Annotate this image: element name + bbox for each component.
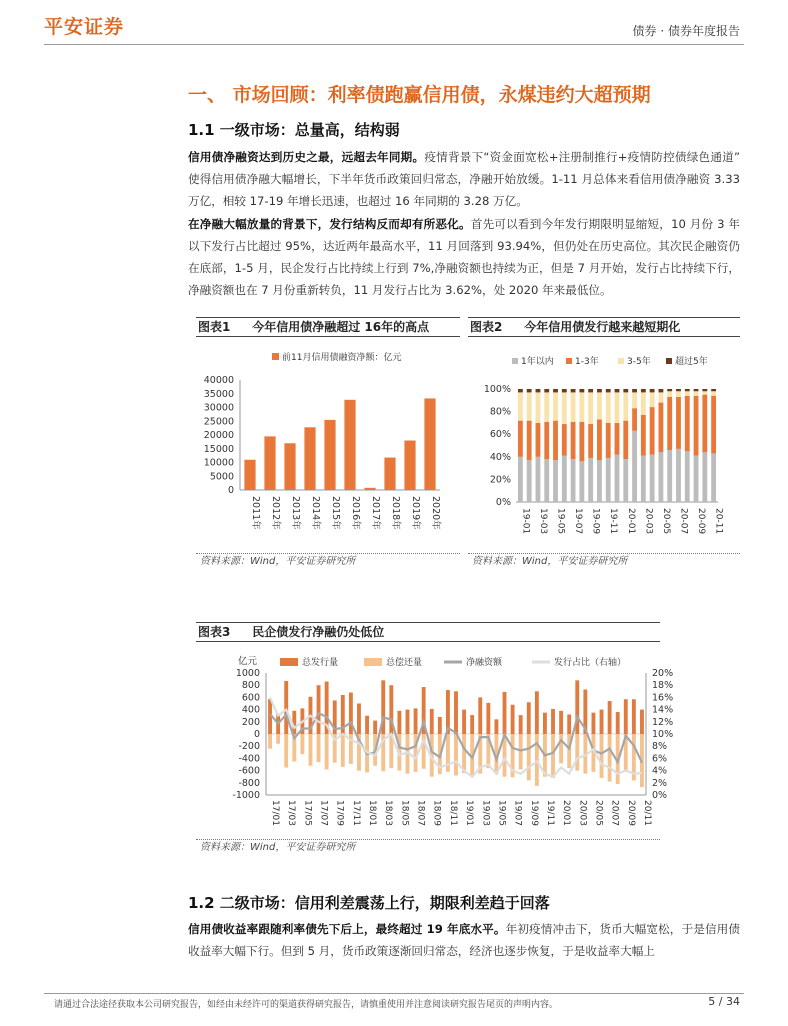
- x-tick-label: 19/09: [528, 800, 539, 826]
- stacked-bar-segment: [650, 455, 655, 502]
- bar: [397, 711, 401, 734]
- stacked-bar-segment: [527, 421, 532, 461]
- stacked-bar-segment: [536, 392, 541, 423]
- bar: [325, 734, 329, 769]
- bar: [384, 458, 395, 490]
- y-tick-label-right: 6%: [652, 753, 668, 765]
- x-tick-label: 19/01: [464, 800, 475, 826]
- bar: [284, 681, 288, 734]
- stacked-bar-segment: [702, 389, 707, 391]
- legend-swatch: [512, 358, 518, 364]
- bar: [511, 705, 515, 734]
- legend-label: 3-5年: [627, 357, 651, 367]
- stacked-bar-segment: [632, 408, 637, 431]
- stacked-bar-segment: [571, 459, 576, 502]
- y-tick-label-right: 8%: [652, 741, 668, 753]
- stacked-bar-segment: [544, 392, 549, 421]
- stacked-bar-segment: [606, 389, 611, 392]
- x-tick-label: 17/09: [334, 800, 345, 826]
- paragraph-3: [188, 918, 740, 962]
- stacked-bar-segment: [579, 461, 584, 502]
- legend-swatch: [666, 358, 672, 364]
- legend-label: 1年以内: [521, 357, 554, 367]
- bar: [600, 710, 604, 734]
- y-tick-label-left: -200: [238, 741, 260, 753]
- y-tick-label-left: 600: [241, 692, 260, 704]
- x-tick-label: 18/05: [399, 800, 410, 826]
- stacked-bar-segment: [588, 392, 593, 424]
- x-tick-label: 17/01: [270, 800, 281, 826]
- figure-2-chart: [468, 342, 740, 550]
- bar: [551, 709, 555, 734]
- stacked-bar-segment: [562, 392, 567, 424]
- bar: [454, 691, 458, 734]
- legend-swatch: [364, 658, 382, 666]
- y-tick-label-right: 16%: [652, 692, 674, 704]
- stacked-bar-segment: [527, 460, 532, 502]
- bar: [519, 734, 523, 769]
- paragraph-1-lead: 信用债净融资达到历史之最，远超去年同期。: [188, 150, 425, 164]
- x-tick-label: 2011年: [250, 496, 261, 530]
- y-tick-label: 20000: [203, 430, 234, 441]
- bar: [567, 714, 571, 734]
- bar: [454, 734, 458, 775]
- stacked-bar-segment: [667, 450, 672, 502]
- x-tick-label: 20-01: [625, 508, 636, 535]
- bar: [543, 713, 547, 734]
- figure-1-source: 资料来源：Wind，平安证券研究所: [196, 553, 460, 569]
- stacked-bar-segment: [597, 392, 602, 419]
- x-tick-label: 19/07: [512, 800, 523, 826]
- y-tick-label-left: 200: [241, 716, 260, 728]
- y-tick-label-right: 20%: [652, 668, 674, 679]
- x-tick-label: 20/09: [625, 800, 636, 826]
- legend-label: 净融资额: [466, 658, 503, 668]
- stacked-bar-segment: [623, 389, 628, 392]
- y-tick-label-left: 1000: [235, 668, 260, 679]
- stacked-bar-segment: [588, 424, 593, 458]
- stacked-bar-segment: [571, 392, 576, 421]
- x-tick-label: 19-03: [537, 508, 548, 535]
- stacked-bar-segment: [685, 391, 690, 396]
- stacked-bar-segment: [641, 415, 646, 456]
- y-tick-label-left: -600: [238, 765, 260, 777]
- stacked-bar-segment: [650, 389, 655, 392]
- bar: [535, 734, 539, 786]
- stacked-bar-segment: [711, 391, 716, 396]
- stacked-bar-segment: [518, 389, 523, 392]
- stacked-bar-segment: [623, 392, 628, 420]
- figure-3-header: [196, 622, 660, 642]
- bar: [470, 715, 474, 734]
- stacked-bar-segment: [579, 392, 584, 421]
- x-tick-label: 20/03: [577, 800, 588, 826]
- stacked-bar-segment: [544, 422, 549, 459]
- stacked-bar-segment: [571, 422, 576, 459]
- y-tick-label-left: 0: [253, 729, 260, 740]
- stacked-bar-segment: [658, 403, 663, 453]
- bar: [324, 420, 335, 490]
- y-tick-label-right: 18%: [652, 680, 674, 692]
- stacked-bar-segment: [685, 389, 690, 391]
- stacked-bar-segment: [641, 392, 646, 415]
- bar: [317, 685, 321, 734]
- x-tick-label: 17/07: [318, 800, 329, 826]
- stacked-bar-segment: [615, 423, 620, 455]
- stacked-bar-segment: [544, 389, 549, 392]
- paragraph-2: [188, 213, 740, 301]
- paragraph-2-body: 首先可以看到今年发行期限明显缩短，10 月份 3 年以下发行占比超过 95%，达近两年最高水平，11 月回落到 93.94%，但仍处在历史高位。其次民企融资仍在底部，1-5 月，民企发行占比持续上行到 7%,净融资额也持续为正，但是 7 月开始，发行占比持续下行，净融资额也在 7 月份重新转负，11 月发行占比为 3.62%，处 2020 年来最低位。: [188, 217, 740, 297]
- stacked-bar-segment: [536, 389, 541, 392]
- x-tick-label: 20/01: [561, 800, 572, 826]
- y-tick-label: 30000: [203, 402, 234, 414]
- x-tick-label: 19/05: [496, 800, 507, 826]
- bar: [632, 699, 636, 734]
- bar: [640, 710, 644, 734]
- stacked-bar-segment: [667, 397, 672, 450]
- y-tick-label-right: 0%: [652, 790, 668, 801]
- bar: [357, 704, 361, 735]
- paragraph-1: [188, 146, 740, 212]
- y-tick-label: 5000: [209, 471, 234, 483]
- bar: [309, 734, 313, 766]
- bar: [341, 734, 345, 767]
- x-tick-label: 19-01: [520, 508, 531, 535]
- stacked-bar-segment: [694, 389, 699, 391]
- bar: [300, 734, 304, 754]
- y-tick-label: 60%: [489, 429, 511, 441]
- figure-2-source: 资料来源：Wind，平安证券研究所: [468, 553, 740, 569]
- paragraph-1-body: 疫情背景下“资金面宽松+注册制推行+疫情防控债绿色通道” 使得信用债净融大幅增长，下半年货币政策回归常态，净融开始放缓。1-11 月总体来看信用债净融资 3.33 万亿，相较 17-19 年增长迅速，也超过 16 年同期的 3.28 万亿。: [188, 150, 740, 208]
- stacked-bar-segment: [562, 456, 567, 502]
- x-tick-label: 19-05: [555, 508, 566, 535]
- x-tick-label: 18/09: [431, 800, 442, 826]
- stacked-bar-segment: [606, 458, 611, 502]
- bar: [304, 427, 315, 490]
- stacked-bar-segment: [588, 458, 593, 502]
- x-tick-label: 2016年: [350, 496, 361, 530]
- stacked-bar-segment: [702, 395, 707, 453]
- bar: [430, 709, 434, 734]
- bar: [608, 734, 612, 782]
- bar: [373, 721, 377, 734]
- stacked-bar-segment: [536, 457, 541, 502]
- stacked-bar-segment: [667, 391, 672, 397]
- bar: [344, 400, 355, 490]
- figure-2-title: 今年信用债发行越来越短期化: [524, 320, 681, 334]
- y-tick-label: 40%: [489, 451, 511, 463]
- stacked-bar-segment: [711, 389, 716, 391]
- x-tick-label: 2014年: [310, 496, 321, 530]
- stacked-bar-segment: [650, 407, 655, 454]
- stacked-bar-segment: [623, 459, 628, 502]
- x-tick-label: 19-09: [590, 508, 601, 535]
- bar: [575, 734, 579, 771]
- bar: [462, 734, 466, 773]
- y-tick-label: 100%: [483, 384, 511, 395]
- subsection-title-2: 1.2 二级市场：信用利差震荡上行，期限利差趋于回落: [188, 894, 550, 912]
- stacked-bar-segment: [597, 389, 602, 392]
- stacked-bar-segment: [562, 424, 567, 456]
- y-tick-label: 40000: [203, 375, 234, 386]
- bar: [494, 719, 498, 734]
- footer-divider: [44, 993, 744, 994]
- x-tick-label: 18/01: [367, 800, 378, 826]
- stacked-bar-segment: [711, 453, 716, 502]
- y-tick-label-right: 10%: [652, 729, 674, 740]
- stacked-bar-segment: [536, 423, 541, 457]
- bar: [276, 734, 280, 744]
- bar: [551, 734, 555, 778]
- figure-1-title: 今年信用债净融超过 16年的高点: [252, 320, 430, 334]
- x-tick-label: 20/07: [609, 800, 620, 826]
- y-tick-label: 0: [227, 485, 234, 496]
- bar: [624, 699, 628, 734]
- stacked-bar-segment: [615, 392, 620, 423]
- bar: [438, 717, 442, 734]
- figure-1-number: 图表1: [198, 320, 231, 334]
- bar: [559, 711, 563, 734]
- stacked-bar-segment: [623, 421, 628, 459]
- stacked-bar-segment: [553, 460, 558, 502]
- legend-label: 发行占比（右轴）: [554, 658, 627, 668]
- y-tick-label: 10000: [203, 457, 234, 469]
- paragraph-2-lead: 在净融大幅放量的背景下，发行结构反而却有所恶化。: [188, 217, 471, 231]
- stacked-bar-segment: [658, 452, 663, 502]
- x-tick-label: 17/11: [350, 800, 361, 826]
- y-tick-label: 35000: [203, 388, 234, 400]
- stacked-bar-segment: [518, 457, 523, 502]
- y-tick-label-left: -800: [238, 777, 260, 789]
- bar: [527, 702, 531, 734]
- figure-1-header: [196, 317, 460, 337]
- bar: [519, 715, 523, 734]
- stacked-bar-segment: [676, 449, 681, 502]
- bar: [284, 734, 288, 768]
- legend-swatch: [280, 658, 298, 666]
- stacked-bar-segment: [650, 392, 655, 407]
- x-tick-label: 2018年: [390, 496, 401, 530]
- figure-1-chart: [196, 342, 460, 550]
- figure-2-header: [468, 317, 740, 337]
- bar: [527, 734, 531, 780]
- x-tick-label: 20/11: [641, 800, 652, 826]
- stacked-bar-segment: [694, 396, 699, 456]
- x-tick-label: 20-11: [713, 508, 724, 535]
- x-tick-label: 18/07: [415, 800, 426, 826]
- y-tick-label: 25000: [203, 416, 234, 428]
- bar: [424, 398, 435, 490]
- stacked-bar-segment: [676, 397, 681, 449]
- x-tick-label: 2015年: [330, 496, 341, 530]
- x-tick-label: 20/05: [593, 800, 604, 826]
- section-title: 一、 市场回顾：利率债跑赢信用债，永煤违约大超预期: [188, 84, 651, 106]
- y-tick-label-left: -1000: [232, 790, 260, 801]
- stacked-bar-segment: [544, 459, 549, 502]
- legend-label: 总发行量: [302, 658, 339, 668]
- legend-label: 总偿还量: [386, 658, 423, 668]
- stacked-bar-segment: [641, 389, 646, 392]
- stacked-bar-segment: [518, 421, 523, 457]
- y-tick-label-right: 2%: [652, 777, 668, 789]
- stacked-bar-segment: [527, 392, 532, 420]
- stacked-bar-segment: [685, 451, 690, 502]
- stacked-bar-segment: [658, 389, 663, 392]
- y-tick-label-right: 14%: [652, 704, 674, 716]
- stacked-bar-segment: [667, 389, 672, 391]
- y-tick-label-left: 400: [241, 704, 260, 716]
- paragraph-3-body: 年初疫情冲击下，货币大幅宽松，于是信用债收益率大幅下行。但到 5 月，货币政策逐渐回归常态，经济也逐步恢复，于是收益率大幅上: [188, 922, 740, 958]
- x-tick-label: 20-05: [660, 508, 671, 535]
- bar: [317, 734, 321, 762]
- report-type: 债券 · 债券年度报告: [632, 24, 740, 38]
- x-tick-label: 19-11: [608, 508, 619, 535]
- page-number: 5 / 34: [708, 995, 740, 1008]
- stacked-bar-segment: [676, 391, 681, 397]
- bar: [600, 734, 604, 778]
- stacked-bar-segment: [615, 389, 620, 392]
- y-tick-label: 80%: [489, 406, 511, 418]
- stacked-bar-segment: [553, 389, 558, 392]
- legend-label: 超过5年: [675, 357, 708, 367]
- stacked-bar-segment: [606, 392, 611, 423]
- stacked-bar-segment: [694, 456, 699, 502]
- stacked-bar-segment: [685, 396, 690, 451]
- stacked-bar-segment: [527, 389, 532, 392]
- stacked-bar-segment: [588, 389, 593, 392]
- y-tick-label: 0%: [495, 497, 511, 508]
- figure-3-chart: [196, 646, 674, 836]
- x-tick-label: 2017年: [370, 496, 381, 530]
- bar: [414, 708, 418, 734]
- bar: [364, 488, 375, 490]
- stacked-bar-segment: [615, 455, 620, 502]
- bar: [616, 712, 620, 734]
- bar: [608, 701, 612, 734]
- bar: [406, 710, 410, 734]
- header-divider: [44, 44, 744, 45]
- stacked-bar-segment: [658, 392, 663, 402]
- stacked-bar-segment: [553, 421, 558, 461]
- bar: [535, 691, 539, 734]
- stacked-bar-segment: [571, 389, 576, 392]
- bar: [503, 692, 507, 734]
- figure-3-title: 民企债发行净融仍处低位: [252, 625, 385, 639]
- stacked-bar-segment: [702, 391, 707, 394]
- bar: [264, 436, 275, 490]
- y-tick-label: 15000: [203, 443, 234, 455]
- bar: [268, 734, 272, 749]
- x-tick-label: 17/05: [302, 800, 313, 826]
- x-tick-label: 19/11: [544, 800, 555, 826]
- stacked-bar-segment: [562, 389, 567, 392]
- stacked-bar-segment: [597, 460, 602, 502]
- y-tick-label-right: 12%: [652, 716, 674, 728]
- bar: [559, 734, 563, 763]
- stacked-bar-segment: [702, 452, 707, 502]
- x-tick-label: 20-09: [696, 508, 707, 535]
- paragraph-3-lead: 信用债收益率跟随利率债先下后上，最终超过 19 年底水平。: [188, 922, 506, 936]
- x-tick-label: 20-07: [678, 508, 689, 535]
- y-axis-unit: 亿元: [238, 656, 258, 667]
- stacked-bar-segment: [632, 389, 637, 392]
- x-tick-label: 19/03: [480, 800, 491, 826]
- y-tick-label-left: 800: [241, 680, 260, 692]
- x-tick-label: 18/03: [383, 800, 394, 826]
- stacked-bar-segment: [579, 422, 584, 462]
- bar: [592, 713, 596, 734]
- subsection-title-1: 1.1 一级市场：总量高，结构弱: [188, 121, 400, 139]
- bar: [462, 710, 466, 734]
- bar: [486, 703, 490, 734]
- x-tick-label: 18/11: [447, 800, 458, 826]
- figure-2-number: 图表2: [470, 320, 503, 334]
- y-tick-label-left: -400: [238, 753, 260, 765]
- stacked-bar-segment: [694, 391, 699, 396]
- bar: [284, 443, 295, 490]
- stacked-bar-segment: [632, 392, 637, 408]
- y-tick-label: 20%: [489, 474, 511, 486]
- stacked-bar-segment: [632, 431, 637, 502]
- brand-logo: 平安证券: [44, 16, 125, 38]
- legend-swatch: [272, 353, 279, 360]
- bar: [244, 460, 255, 490]
- x-tick-label: 17/03: [286, 800, 297, 826]
- figure-3-source: 资料来源：Wind，平安证券研究所: [196, 839, 660, 855]
- legend-swatch: [618, 358, 624, 364]
- footer-disclaimer: 请通过合法途径获取本公司研究报告，如经由未经许可的渠道获得研究报告，请慎重使用并注意阅读研究报告尾页的声明内容。: [54, 1000, 559, 1010]
- stacked-bar-segment: [676, 389, 681, 391]
- y-tick-label-right: 4%: [652, 765, 668, 777]
- legend-label: 前11月信用债融资净额：亿元: [282, 353, 402, 363]
- stacked-bar-segment: [553, 392, 558, 420]
- bar: [365, 716, 369, 734]
- x-tick-label: 2020年: [430, 496, 441, 530]
- x-tick-label: 20-03: [643, 508, 654, 535]
- bar: [478, 697, 482, 734]
- stacked-bar-segment: [579, 389, 584, 392]
- stacked-bar-segment: [711, 396, 716, 454]
- x-tick-label: 2019年: [410, 496, 421, 530]
- legend-swatch: [566, 358, 572, 364]
- legend-label: 1-3年: [575, 357, 599, 367]
- x-tick-label: 2012年: [270, 496, 281, 530]
- x-tick-label: 2013年: [290, 496, 301, 530]
- x-tick-label: 19-07: [573, 508, 584, 535]
- bar: [404, 441, 415, 491]
- stacked-bar-segment: [641, 456, 646, 502]
- stacked-bar-segment: [597, 420, 602, 461]
- stacked-bar-segment: [606, 423, 611, 458]
- figure-3-number: 图表3: [198, 625, 231, 639]
- stacked-bar-segment: [518, 392, 523, 420]
